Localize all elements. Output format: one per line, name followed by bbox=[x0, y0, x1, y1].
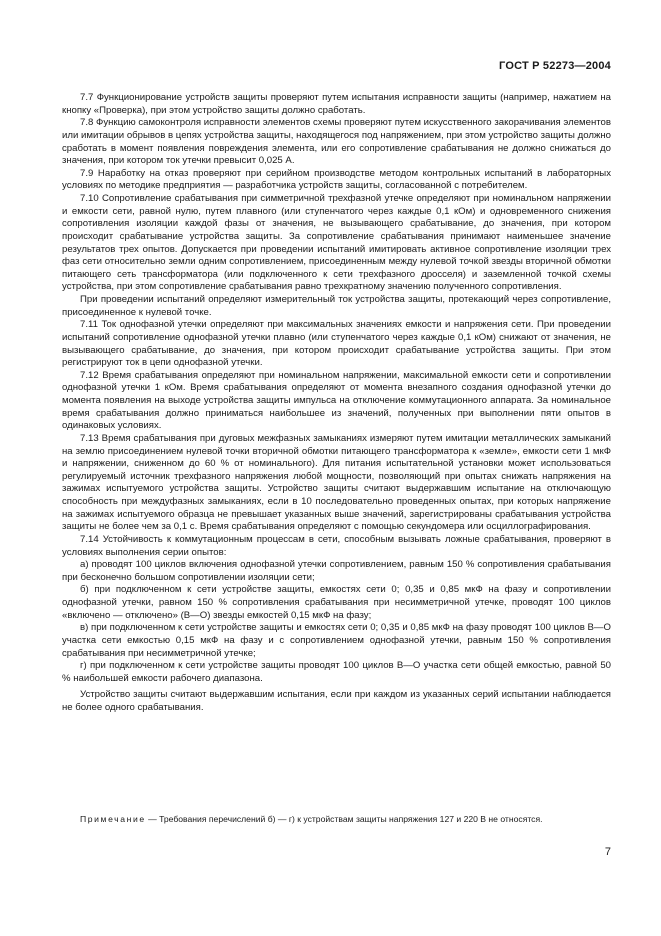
list-item-g: г) при подключенном к сети устройстве защиты проводят 100 циклов В—О участка сети общей емкостью, равной 50 % наибольшей емкости рабочего диапазона. bbox=[62, 660, 611, 684]
note bbox=[62, 813, 611, 825]
list-item-a: а) проводят 100 циклов включения однофазной утечки сопротивлением, равным 150 % сопротивления срабатывания при бесконечно большом сопротивлении изоляции сети; bbox=[62, 559, 611, 583]
paragraph-7-13: 7.13 Время срабатывания при дуговых межфазных замыканиях измеряют путем имитации металлических замыканий на землю присоединением нулевой точки вторичной обмотки питающего трансформатора к «земле», емкости сети 1 мкФ и напряжении, сниженном до 60 % от номинального). Для питания испытательной установки может использоваться регулируемый источник трехфазного напряжения любой мощности, позволяющий при опытах снижать напряжения на зажимах испытуемого устройства защиты. Устройство защиты считают выдержавшим испытание на отключающую способность при междуфазных замыканиях, если в 10 последовательно проведенных опытах, при которых напряжение на зажимах испытуемого образца не превышает указанных выше значений, зарегистрированы срабатывания устройства защиты не более чем за 0,1 с. Время срабатывания определяют с помощью секундомера или осциллографирования. bbox=[62, 432, 611, 533]
document-body bbox=[62, 92, 611, 715]
paragraph-measuring-current: При проведении испытаний определяют измерительный ток устройства защиты, протекающий через сопротивление, присоединенное к нулевой точке. bbox=[62, 294, 611, 318]
paragraph-7-8: 7.8 Функцию самоконтроля исправности элементов схемы проверяют путем искусственного закорачивания элементов или имитации обрывов в цепях устройства защиты, находящегося под напряжением, при этом устройство защиты должно сработать в момент появления повреждения элемента, или его сопротивление срабатывания не должно снижаться до значения, при котором ток утечки превысит 0,025 А. bbox=[62, 117, 611, 167]
list-item-b: б) при подключенном к сети устройстве защиты, емкостях сети 0; 0,35 и 0,85 мкФ на фазу и сопротивлении однофазной утечки, равном 150 % сопротивления срабатывания при несимметричной утечке, проводят 100 циклов «включено — отключено» (В—О) звезды емкостей 0,15 мкФ на фазу; bbox=[62, 584, 611, 621]
standard-header: ГОСТ Р 52273—2004 bbox=[499, 60, 611, 72]
paragraph-7-12: 7.12 Время срабатывания определяют при номинальном напряжении, максимальной емкости сети и сопротивлении однофазной утечки 1 кОм. Время срабатывания определяют от момента внезапного создания однофазной утечки до момента появления на выходе устройства защиты импульса на отключение коммутационного аппарата. За номинальное время срабатывания должно приниматься наибольшее из значений, полученных при выполнении пяти опытов в одинаковых условиях. bbox=[62, 369, 611, 432]
paragraph-7-11: 7.11 Ток однофазной утечки определяют при максимальных значениях емкости и напряжения сети. При проведении испытаний сопротивление однофазной утечки плавно (или ступенчатого через каждые 0,1 кОм) снижают от значения, не вызывающего срабатывание, до значения, при котором происходит срабатывание устройства защиты. При этом регистрируют ток в цепи однофазной утечки. bbox=[62, 319, 611, 369]
note-text: — Требования перечислений б) — г) к устройствам защиты напряжения 127 и 220 В не относятся. bbox=[145, 814, 543, 824]
paragraph-7-7: 7.7 Функционирование устройств защиты проверяют путем испытания исправности защиты (например, нажатием на кнопку «Проверка), при этом устройство защиты должно сработать. bbox=[62, 92, 611, 116]
paragraph-7-9: 7.9 Наработку на отказ проверяют при серийном производстве методом контрольных испытаний в лабораторных условиях по методике предприятия — разработчика устройств защиты, согласованной с потребителем. bbox=[62, 167, 611, 192]
note-label: Примечание bbox=[80, 814, 146, 824]
list-item-v: в) при подключенном к сети устройстве защиты и емкостях сети 0; 0,35 и 0,85 мкФ на фазу проводят 100 циклов В—О участка сети емкостью 0,15 мкФ на фазу и с сопротивлением однофазной утечки, равным 150 % сопротивления срабатывания при несимметричной утечке; bbox=[62, 622, 611, 659]
paragraph-7-10: 7.10 Сопротивление срабатывания при симметричной трехфазной утечке определяют при номинальном напряжении и емкости сети, равной нулю, путем плавного (или ступенчатого через каждые 0,1 кОм) и одновременного снижения сопротивления изоляции каждой фазы от значения, не вызывающего срабатывание, до значения, при котором происходит срабатывание устройства защиты. За сопротивление срабатывания принимают наименьшее значение результатов трех опытов. Допускается при проведении испытаний имитировать активное сопротивление изоляции трех фаз сети относительно земли одним сопротивлением, присоединенным между нулевой точкой звезды вторичной обмотки питающего сеть трансформатора (или подключенного к сети трехфазного дросселя) и заземленной точкой схемы устройства, при этом сопротивление срабатывания равно трехкратному значению полученного сопротивления. bbox=[62, 193, 611, 293]
page-number: 7 bbox=[604, 846, 611, 858]
paragraph-7-14: 7.14 Устойчивость к коммутационным процессам в сети, способным вызывать ложные срабатывания, проверяют в условиях выполнения серии опытов: bbox=[62, 533, 611, 558]
paragraph-conclusion: Устройство защиты считают выдержавшим испытания, если при каждом из указанных серий испытании наблюдается не более одного срабатывания. bbox=[62, 689, 611, 713]
